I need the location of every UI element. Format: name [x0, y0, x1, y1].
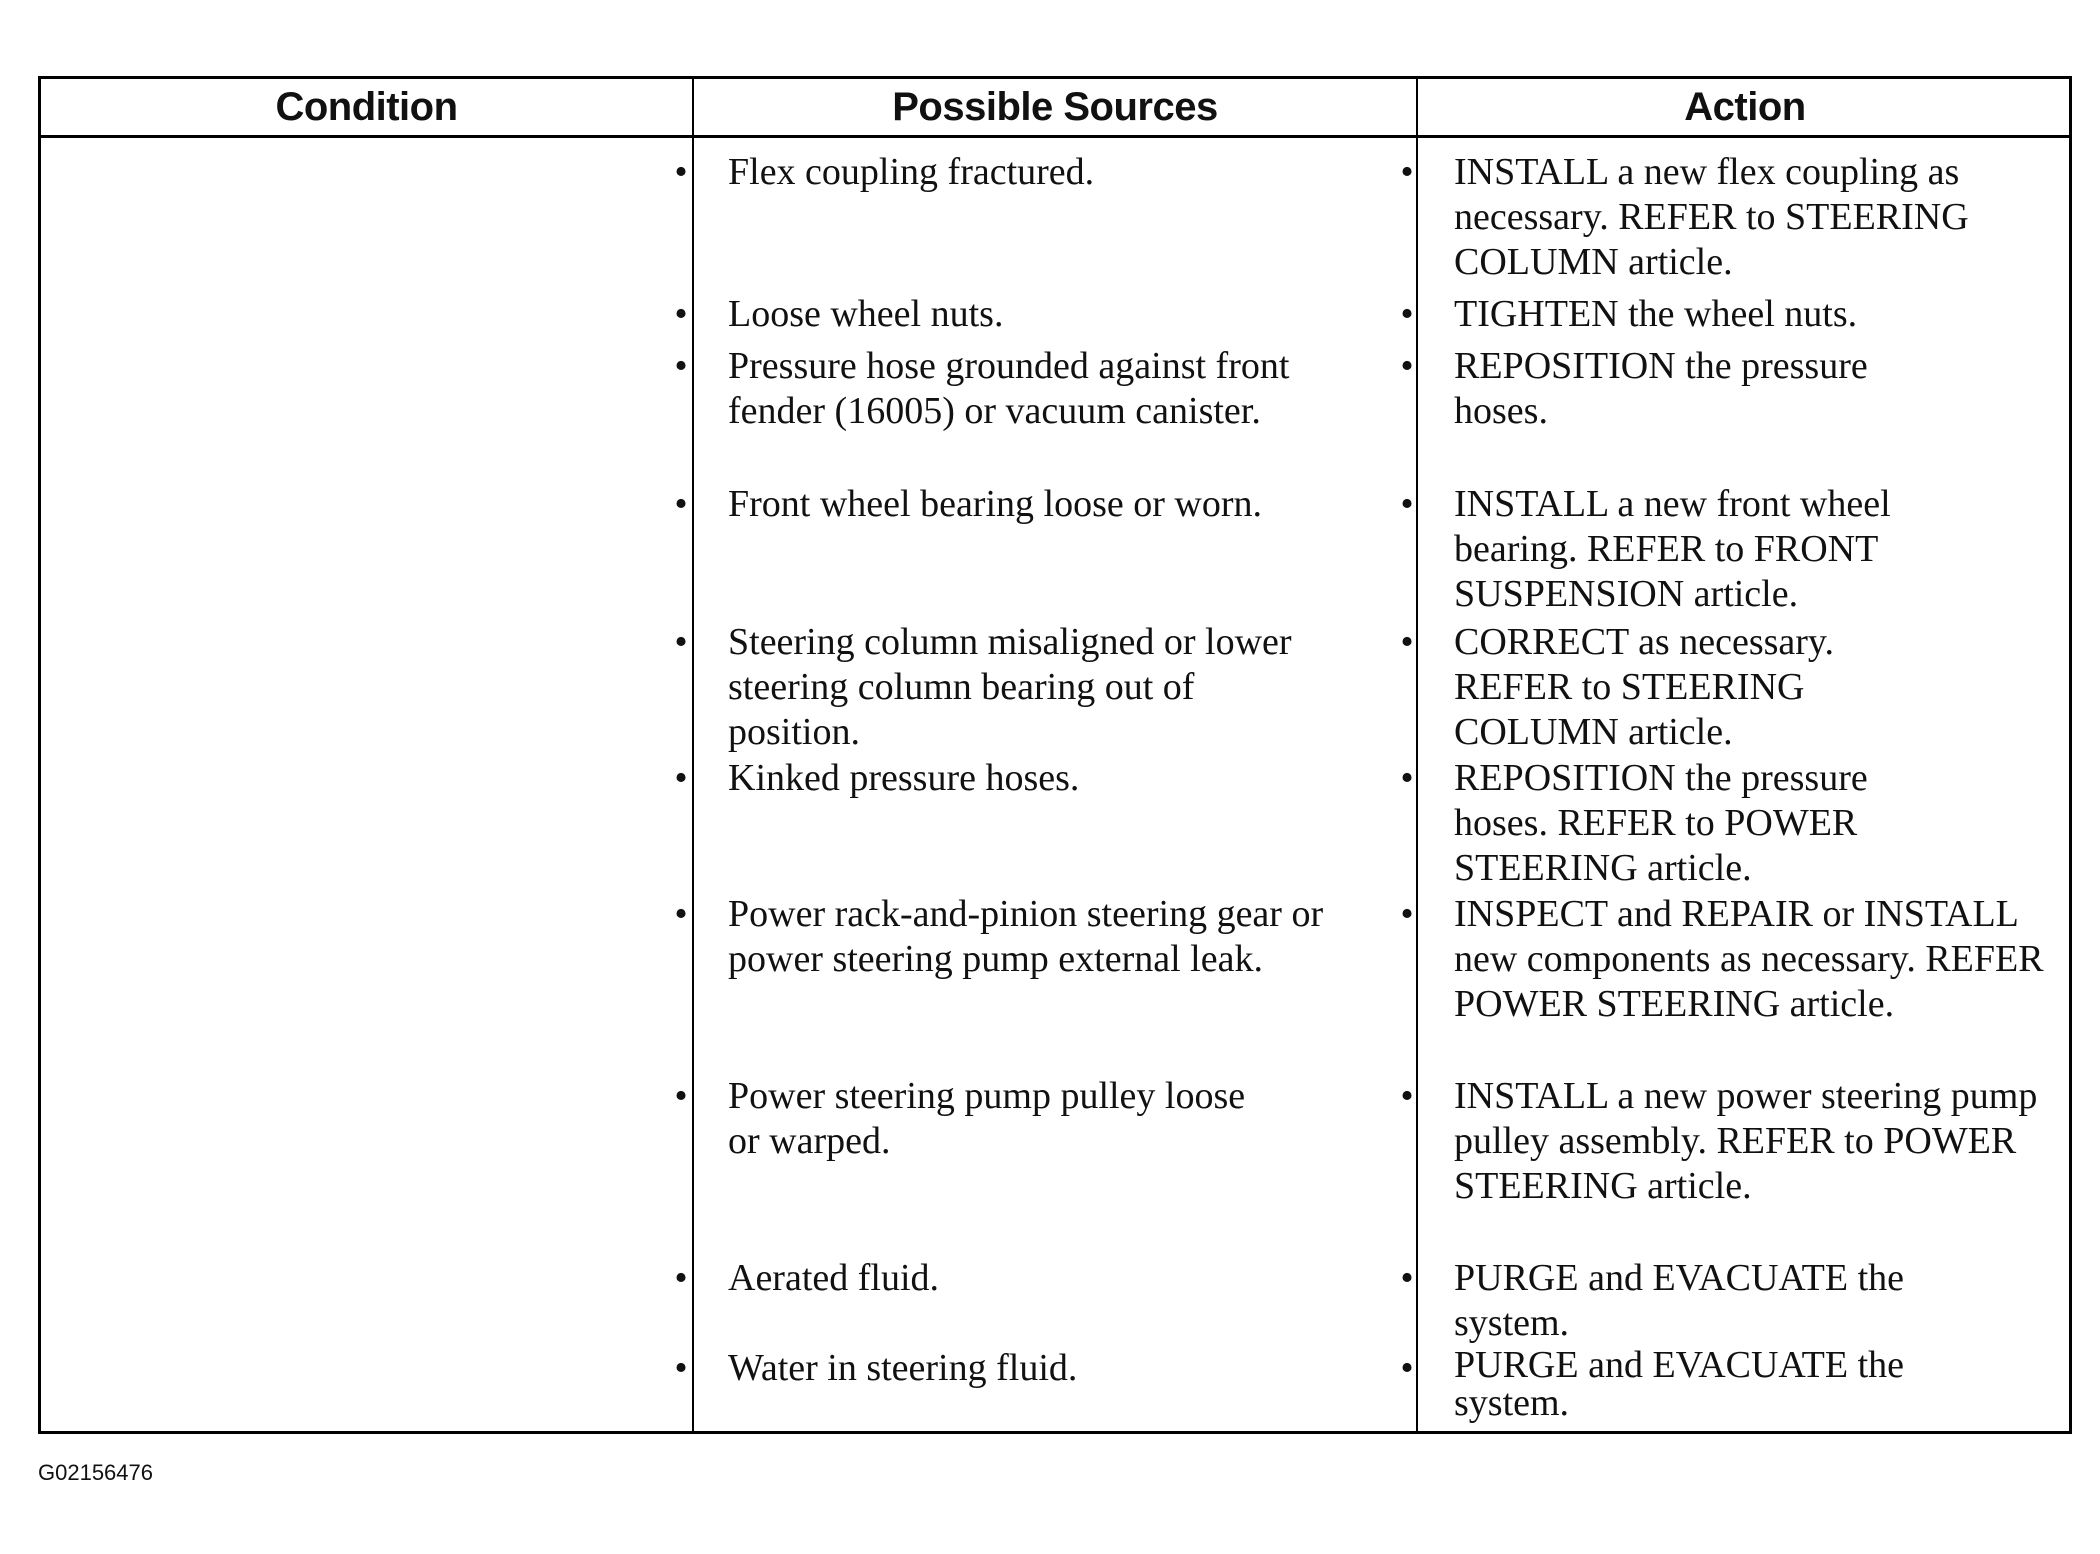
- bullet-icon: •: [1400, 757, 1414, 799]
- header-action: Action: [1684, 84, 1806, 129]
- source-text: Power steering pump pulley loose or warped.: [728, 1075, 1246, 1162]
- action-item: [1392, 892, 2068, 1027]
- action-item: [1392, 292, 2068, 337]
- bullet-icon: •: [1400, 345, 1414, 387]
- column-divider: [692, 79, 694, 1431]
- bullet-icon: •: [674, 293, 688, 335]
- action-text: PURGE and EVACUATE the system.: [1454, 1257, 1905, 1344]
- bullet-icon: •: [1400, 151, 1414, 193]
- action-item: [1392, 1256, 2012, 1346]
- action-text: INSTALL a new flex coupling as necessary. REFER to STEERING COLUMN article.: [1454, 151, 1969, 283]
- bullet-icon: •: [674, 345, 688, 387]
- bullet-icon: •: [1400, 893, 1414, 935]
- action-item: [1392, 620, 1912, 755]
- action-text: INSPECT and REPAIR or INSTALL new components as necessary. REFER POWER STEERING article.: [1454, 893, 2044, 1025]
- source-item: [666, 756, 1366, 801]
- action-item: [1392, 756, 1952, 891]
- bullet-icon: •: [1400, 293, 1414, 335]
- bullet-icon: •: [674, 1075, 688, 1117]
- source-text: Front wheel bearing loose or worn.: [728, 483, 1262, 525]
- source-item: [666, 1074, 1266, 1164]
- action-text: INSTALL a new front wheel bearing. REFER to FRONT SUSPENSION article.: [1454, 483, 1891, 615]
- source-text: Pressure hose grounded against front fender (16005) or vacuum canister.: [728, 345, 1290, 432]
- action-text: REPOSITION the pressure hoses.: [1454, 345, 1868, 432]
- action-item: [1392, 1074, 2068, 1209]
- header-possible-sources: Possible Sources: [892, 84, 1218, 129]
- bullet-icon: •: [1400, 483, 1414, 525]
- bullet-icon: •: [674, 483, 688, 525]
- bullet-icon: •: [674, 757, 688, 799]
- source-text: Aerated fluid.: [728, 1257, 940, 1299]
- source-item: [666, 892, 1326, 982]
- action-text: TIGHTEN the wheel nuts.: [1454, 293, 1858, 335]
- source-text: Water in steering fluid.: [728, 1347, 1078, 1389]
- figure-code: G02156476: [38, 1460, 153, 1485]
- action-item: [1392, 1346, 2012, 1422]
- source-item: [666, 620, 1306, 755]
- action-item: [1392, 482, 2012, 617]
- action-item: [1392, 344, 1952, 434]
- action-text: REPOSITION the pressure hoses. REFER to POWER STEERING article.: [1454, 757, 1868, 889]
- bullet-icon: •: [1400, 1347, 1414, 1389]
- header-condition: Condition: [275, 84, 458, 129]
- source-item: [666, 344, 1306, 434]
- source-text: Steering column misaligned or lower steering column bearing out of position.: [728, 621, 1292, 753]
- bullet-icon: •: [1400, 1075, 1414, 1117]
- source-text: Power rack-and-pinion steering gear or power steering pump external leak.: [728, 893, 1324, 980]
- action-text: CORRECT as necessary. REFER to STEERING COLUMN article.: [1454, 621, 1834, 753]
- bullet-icon: •: [674, 151, 688, 193]
- action-item: [1392, 150, 1982, 285]
- action-text: PURGE and EVACUATE the system.: [1454, 1344, 1905, 1424]
- source-item: [666, 1346, 1366, 1391]
- action-text: INSTALL a new power steering pump pulley assembly. REFER to POWER STEERING article.: [1454, 1075, 2038, 1207]
- source-item: [666, 150, 1366, 195]
- bullet-icon: •: [674, 893, 688, 935]
- source-text: Flex coupling fractured.: [728, 151, 1095, 193]
- source-item: [666, 1256, 1366, 1301]
- bullet-icon: •: [674, 621, 688, 663]
- source-item: [666, 482, 1266, 527]
- header-divider: [41, 135, 2069, 138]
- source-text: Kinked pressure hoses.: [728, 757, 1080, 799]
- bullet-icon: •: [1400, 621, 1414, 663]
- bullet-icon: •: [1400, 1257, 1414, 1299]
- bullet-icon: •: [674, 1257, 688, 1299]
- source-item: [666, 292, 1366, 337]
- source-text: Loose wheel nuts.: [728, 293, 1004, 335]
- bullet-icon: •: [674, 1347, 688, 1389]
